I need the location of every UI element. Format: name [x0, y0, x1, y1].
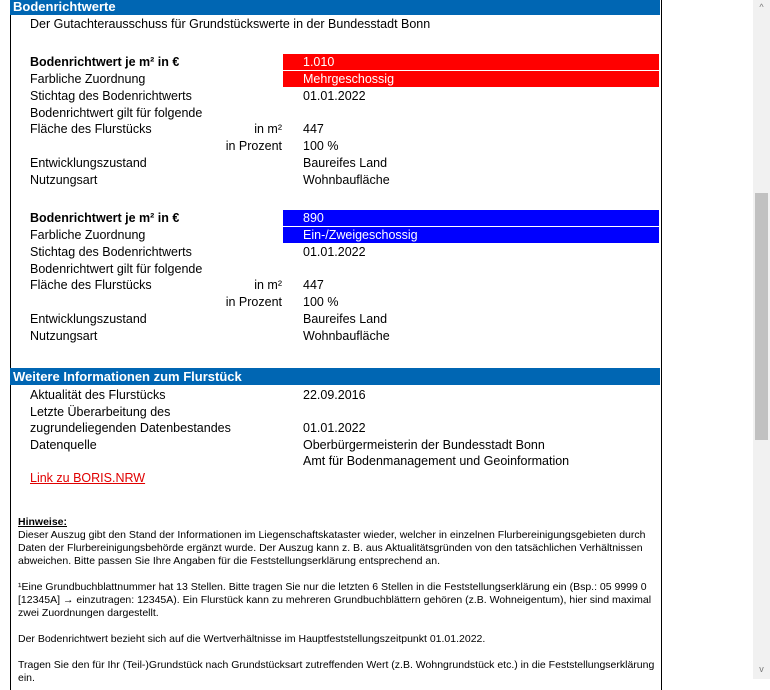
value-datenquelle-1: Oberbürgermeisterin der Bundesstadt Bonn	[303, 438, 545, 452]
label-nutzungsart: Nutzungsart	[30, 173, 98, 187]
notes-paragraph-1: Dieser Auszug gibt den Stand der Informationen im Liegenschaftskataster wieder, welcher in einzelnen Flurbereinigungsgebieten durch Daten der Flurbereinigungsbehörde ergänzt wurde. Der Auszug kann z. B. aus Aktualitätsgründen von den tatsächlichen Verhältnissen abweichen. Bitte passen Sie Ihre Angaben für die Feststellungserklärung entsprechend an.	[18, 529, 646, 567]
label-ueberarbeitung-2: zugrundeliegenden Datenbestandes	[30, 421, 231, 435]
notes-title: Hinweise:	[18, 516, 68, 528]
notes-paragraph-2: ¹Eine Grundbuchblattnummer hat 13 Stellen. Bitte tragen Sie nur die letzten 6 Stellen in die Feststellungserklärung ein (Bsp.: 05 9999 0 [12345A] → einzutragen: 12345A). Ein Flurstück kann zu mehreren Grundbuchblättern gehören (z.B. Wohneigentum), hier sind maximal zwei Zuordnungen dargestellt.	[18, 581, 652, 619]
scroll-up-icon[interactable]: ^	[759, 2, 764, 12]
vertical-scrollbar[interactable]	[753, 0, 770, 679]
label-gilt-fuer: Bodenrichtwert gilt für folgende	[30, 262, 203, 276]
value-entwicklungszustand: Baureifes Land	[303, 156, 388, 170]
label-entwicklungszustand: Entwicklungszustand	[30, 156, 147, 170]
value-ueberarbeitung: 01.01.2022	[303, 421, 366, 435]
value-stichtag: 01.01.2022	[303, 89, 366, 103]
value-nutzungsart: Wohnbaufläche	[303, 329, 390, 343]
notes-paragraph-3: Der Bodenrichtwert bezieht sich auf die Wertverhältnisse im Hauptfeststellungszeitpunkt 01.01.2022.	[18, 633, 486, 645]
label-flaeche: Fläche des Flurstücks	[30, 278, 152, 292]
label-datenquelle: Datenquelle	[30, 438, 97, 452]
issuer-text: Der Gutachterausschuss für Grundstückswerte in der Bundesstadt Bonn	[30, 17, 431, 31]
label-entwicklungszustand: Entwicklungszustand	[30, 312, 147, 326]
label-ueberarbeitung-1: Letzte Überarbeitung des	[30, 405, 171, 419]
section-header-bodenrichtwerte: Bodenrichtwerte	[10, 0, 660, 15]
scroll-down-icon[interactable]: v	[759, 664, 764, 674]
section-header-weitere-informationen: Weitere Informationen zum Flurstück	[10, 368, 660, 385]
value-aktualitaet: 22.09.2016	[303, 388, 366, 402]
value-farbliche-zuordnung: Mehrgeschossig	[283, 71, 659, 87]
unit-m2: in m²	[254, 122, 282, 136]
boris-nrw-link[interactable]: Link zu BORIS.NRW	[30, 471, 146, 485]
label-farbliche-zuordnung: Farbliche Zuordnung	[30, 72, 146, 86]
value-flaeche-m2: 447	[303, 122, 324, 136]
label-farbliche-zuordnung: Farbliche Zuordnung	[30, 228, 146, 242]
label-gilt-fuer: Bodenrichtwert gilt für folgende	[30, 106, 203, 120]
value-farbliche-zuordnung: Ein-/Zweigeschossig	[283, 227, 659, 243]
label-stichtag: Stichtag des Bodenrichtwerts	[30, 245, 192, 259]
scrollbar-thumb[interactable]	[755, 193, 768, 440]
value-bodenrichtwert: 1.010	[283, 54, 659, 70]
label-bodenrichtwert: Bodenrichtwert je m² in €	[30, 55, 180, 69]
notes-paragraph-4: Tragen Sie den für Ihr (Teil-)Grundstück nach Grundstücksart zutreffenden Wert (z.B. Wohngrundstück etc.) in die Feststellungserklärung ein.	[18, 659, 655, 684]
value-nutzungsart: Wohnbaufläche	[303, 173, 390, 187]
label-flaeche: Fläche des Flurstücks	[30, 122, 152, 136]
label-nutzungsart: Nutzungsart	[30, 329, 98, 343]
value-flaeche-m2: 447	[303, 278, 324, 292]
unit-prozent: in Prozent	[225, 295, 282, 309]
unit-prozent: in Prozent	[225, 139, 282, 153]
value-flaeche-prozent: 100 %	[303, 295, 339, 309]
value-entwicklungszustand: Baureifes Land	[303, 312, 388, 326]
label-bodenrichtwert: Bodenrichtwert je m² in €	[30, 211, 180, 225]
label-aktualitaet: Aktualität des Flurstücks	[30, 388, 166, 402]
value-stichtag: 01.01.2022	[303, 245, 366, 259]
value-datenquelle-2: Amt für Bodenmanagement und Geoinformation	[303, 454, 570, 468]
unit-m2: in m²	[254, 278, 282, 292]
value-flaeche-prozent: 100 %	[303, 139, 339, 153]
value-bodenrichtwert: 890	[283, 210, 659, 226]
label-stichtag: Stichtag des Bodenrichtwerts	[30, 89, 192, 103]
